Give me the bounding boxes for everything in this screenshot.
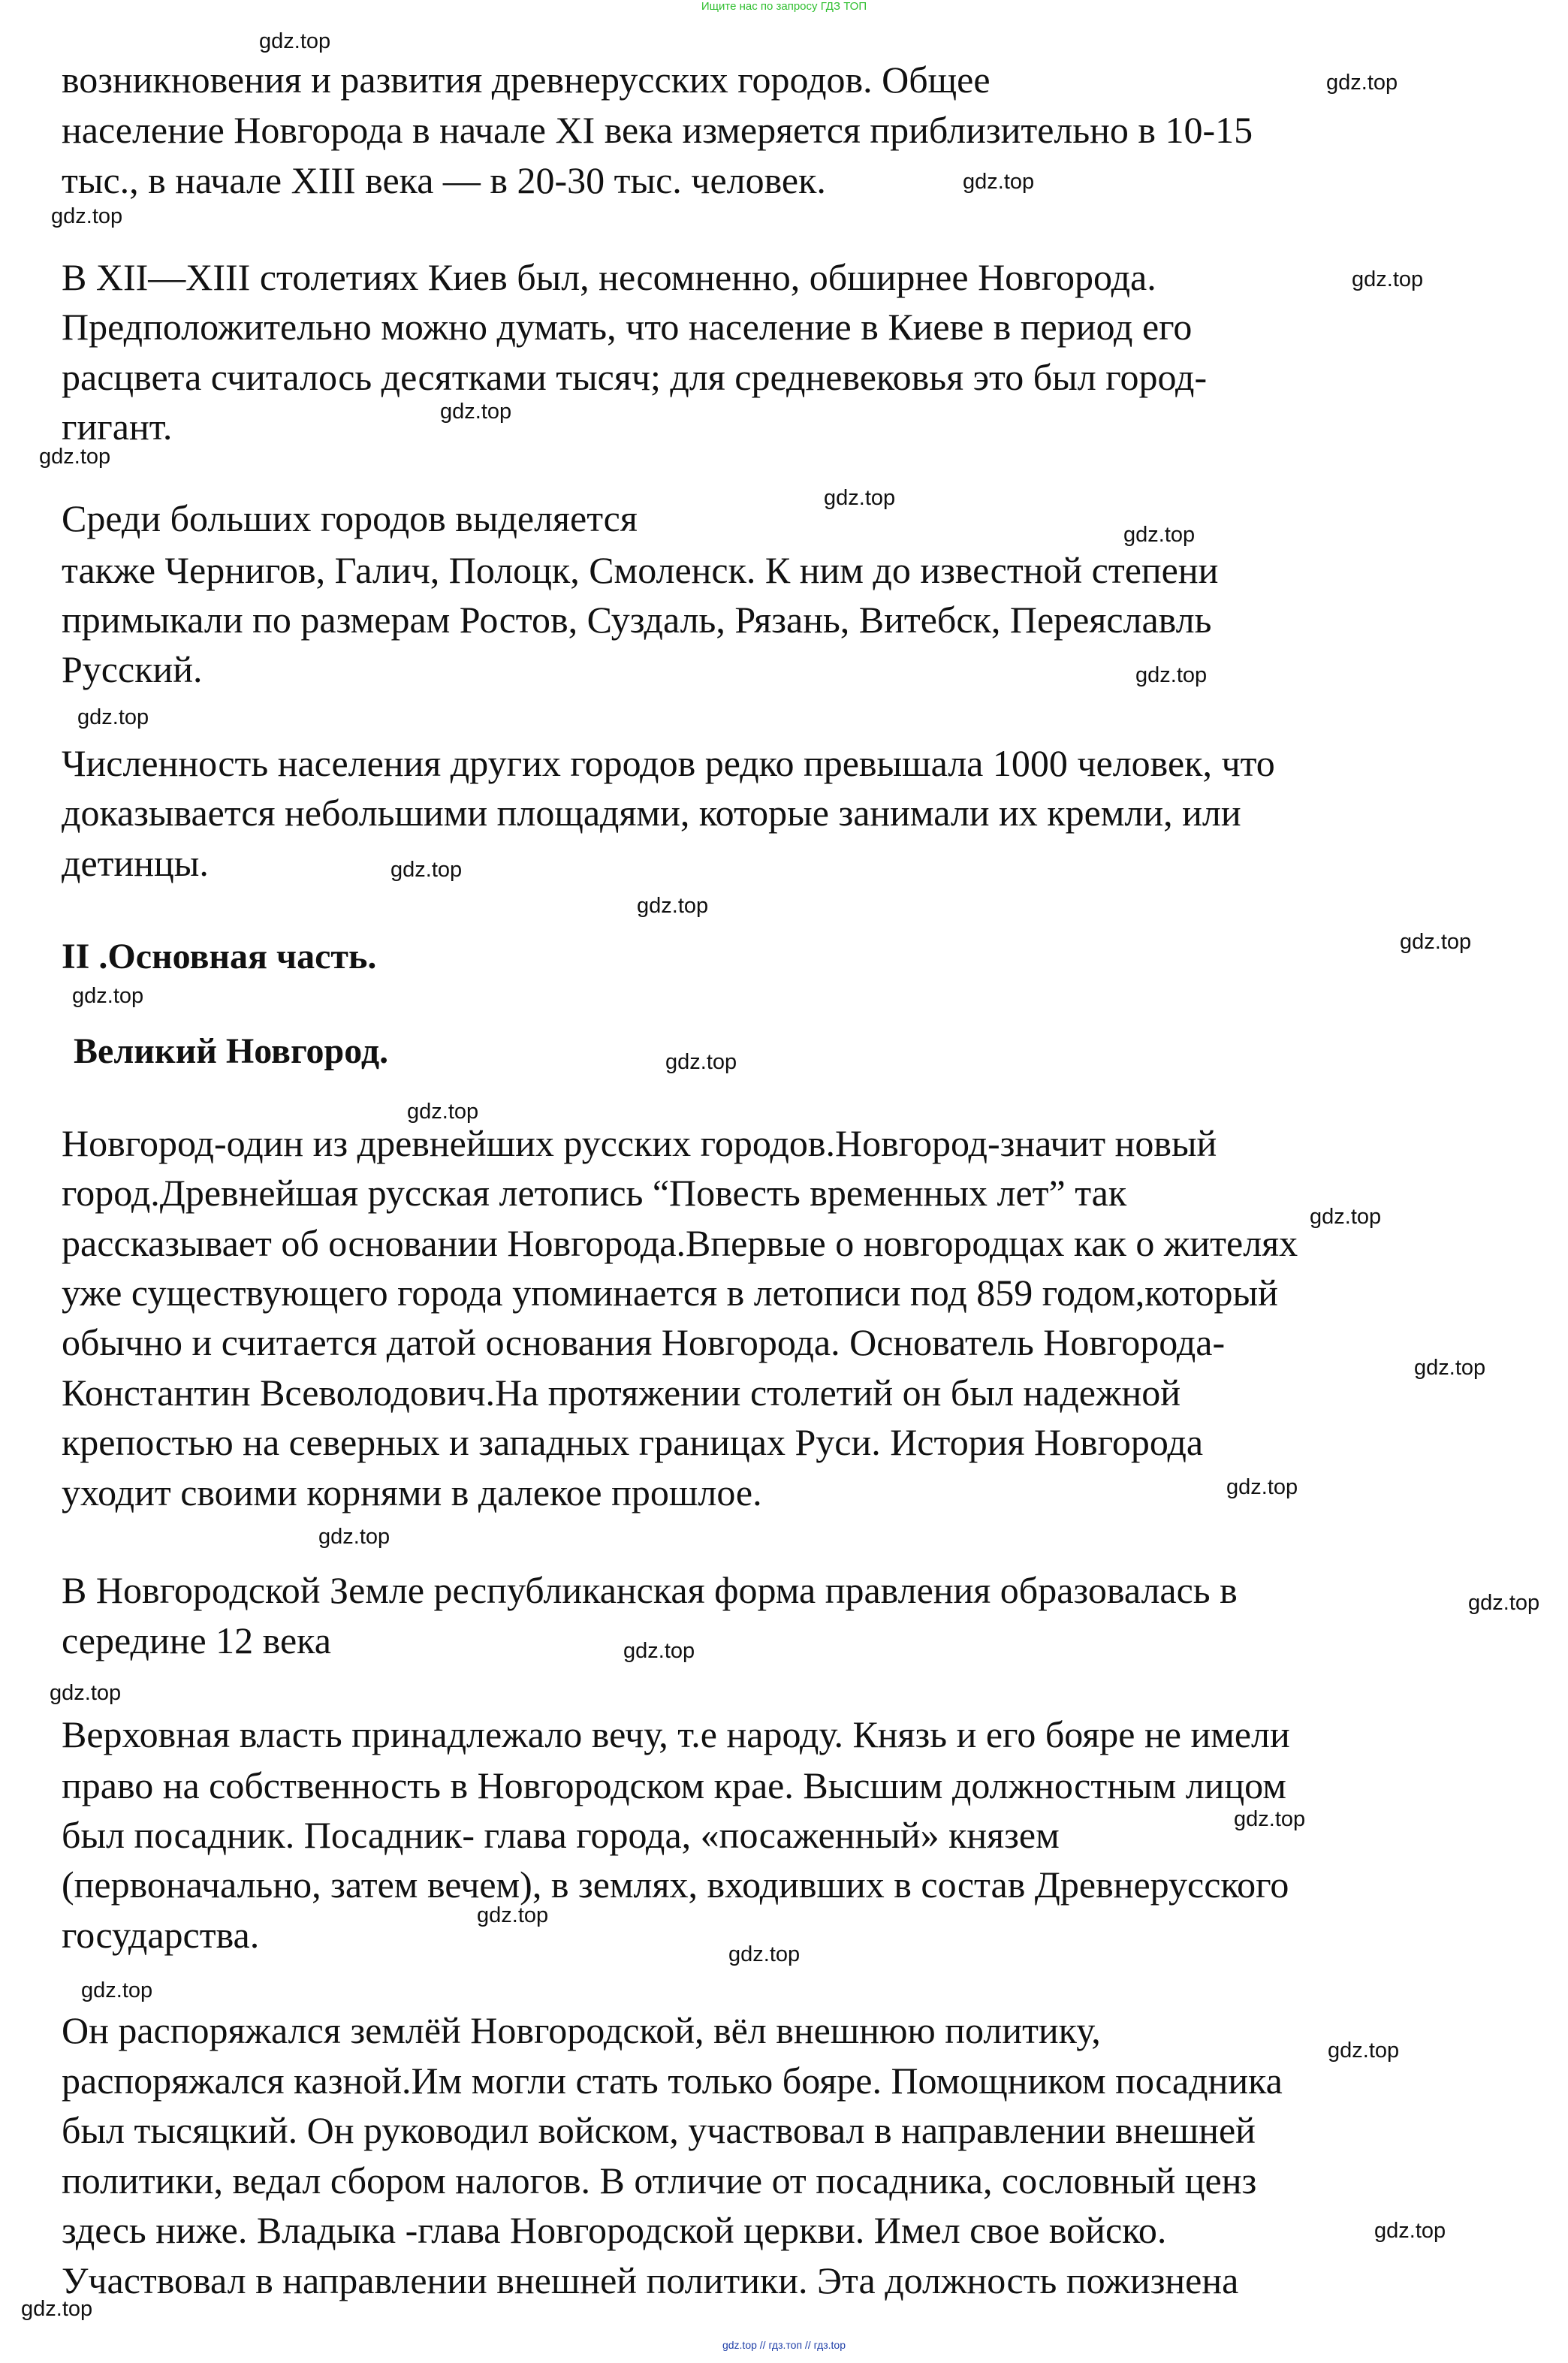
watermark: gdz.top — [623, 1639, 695, 1663]
watermark: gdz.top — [824, 486, 896, 510]
watermark: gdz.top — [1414, 1356, 1486, 1380]
text-line: Участвовал в направлении внешней политики. Эта должность пожизнена — [62, 2259, 1239, 2301]
watermark: gdz.top — [1310, 1205, 1382, 1229]
text-line: тыс., в начале XIII века — в 20-30 тыс. человек. — [62, 159, 826, 201]
text-line: расцвета считалось десятками тысяч; для средневековья это был город- — [62, 356, 1208, 398]
text-line: также Чернигов, Галич, Полоцк, Смоленск. К ним до известной степени — [62, 549, 1219, 591]
watermark: gdz.top — [21, 2297, 93, 2321]
text-line: город.Древнейшая русская летопись “Повесть временных лет” так — [62, 1172, 1127, 1214]
watermark: gdz.top — [1226, 1475, 1298, 1499]
text-line: возникновения и развития древнерусских городов. Общее — [62, 59, 991, 101]
text-line: Численность населения других городов редко превышала 1000 человек, что — [62, 742, 1275, 784]
text-line: распоряжался казной.Им могли стать только бояре. Помощником посадника — [62, 2060, 1283, 2102]
watermark: gdz.top — [637, 894, 709, 918]
watermark: gdz.top — [81, 1978, 153, 2002]
watermark: gdz.top — [407, 1100, 479, 1124]
watermark: gdz.top — [728, 1942, 801, 1966]
text-line: Верховная власть принадлежало вечу, т.е народу. Князь и его бояре не имели — [62, 1713, 1290, 1755]
watermark: gdz.top — [963, 170, 1035, 194]
text-line: население Новгорода в начале XI века измеряется приблизительно в 10-15 — [62, 109, 1253, 151]
watermark: gdz.top — [1328, 2039, 1400, 2063]
section-heading: II .Основная часть. — [62, 937, 377, 976]
text-line: Предположительно можно думать, что население в Киеве в период его — [62, 306, 1193, 348]
footer-links: gdz.top // гдз.топ // гдз.top — [722, 2339, 846, 2351]
text-line: гигант. — [62, 406, 173, 448]
watermark: gdz.top — [77, 705, 149, 729]
watermark: gdz.top — [1374, 2219, 1446, 2243]
text-line: Среди больших городов выделяется — [62, 497, 638, 539]
watermark: gdz.top — [50, 1681, 122, 1705]
text-line: рассказывает об основании Новгорода.Впервые о новгородцах как о жителях — [62, 1222, 1298, 1264]
text-line: здесь ниже. Владыка -глава Новгородской церкви. Имел свое войско. — [62, 2209, 1167, 2251]
text-line: крепостью на северных и западных границах Руси. История Новгорода — [62, 1421, 1204, 1463]
text-line: был посадник. Посадник- глава города, «посаженный» князем — [62, 1814, 1060, 1856]
subsection-heading: Великий Новгород. — [74, 1031, 389, 1071]
watermark: gdz.top — [440, 400, 512, 424]
watermark: gdz.top — [318, 1525, 390, 1549]
watermark: gdz.top — [477, 1903, 549, 1927]
watermark: gdz.top — [665, 1050, 737, 1074]
text-line: Он распоряжался землёй Новгородской, вёл внешнюю политику, — [62, 2009, 1101, 2051]
text-line: доказывается небольшими площадями, которые занимали их кремли, или — [62, 792, 1241, 834]
text-line: политики, ведал сбором налогов. В отличие от посадника, сословный ценз — [62, 2159, 1257, 2202]
watermark: gdz.top — [1326, 71, 1398, 95]
text-line: (первоначально, затем вечем), в землях, входивших в состав Древнерусского — [62, 1864, 1289, 1906]
text-line: государства. — [62, 1914, 260, 1956]
text-line: Русский. — [62, 648, 203, 690]
top-banner: Ищите нас по запросу ГДЗ ТОП — [701, 0, 867, 13]
watermark: gdz.top — [1352, 267, 1424, 291]
text-line: Новгород-один из древнейших русских городов.Новгород-значит новый — [62, 1122, 1217, 1164]
text-line: детинцы. — [62, 842, 209, 884]
watermark: gdz.top — [39, 445, 111, 469]
text-line: середине 12 века — [62, 1619, 331, 1661]
watermark: gdz.top — [259, 29, 331, 53]
watermark: gdz.top — [51, 204, 123, 228]
text-line: был тысяцкий. Он руководил войском, участвовал в направлении внешней — [62, 2109, 1256, 2151]
watermark: gdz.top — [1123, 523, 1196, 547]
text-line: Константин Всеволодович.На протяжении столетий он был надежной — [62, 1372, 1181, 1414]
watermark: gdz.top — [1468, 1591, 1540, 1615]
watermark: gdz.top — [72, 984, 144, 1008]
text-line: В XII—XIII столетиях Киев был, несомненно, обширнее Новгорода. — [62, 256, 1156, 298]
watermark: gdz.top — [1234, 1807, 1306, 1831]
watermark: gdz.top — [1400, 930, 1472, 954]
watermark: gdz.top — [1135, 663, 1208, 687]
text-line: обычно и считается датой основания Новгорода. Основатель Новгорода- — [62, 1321, 1226, 1363]
watermark: gdz.top — [390, 858, 463, 882]
text-line: В Новгородской Земле республиканская форма правления образовалась в — [62, 1569, 1238, 1611]
text-line: уходит своими корнями в далекое прошлое. — [62, 1471, 762, 1513]
text-line: уже существующего города упоминается в летописи под 859 годом,который — [62, 1272, 1278, 1314]
text-line: право на собственность в Новгородском крае. Высшим должностным лицом — [62, 1764, 1286, 1806]
text-line: примыкали по размерам Ростов, Суздаль, Рязань, Витебск, Переяславль — [62, 599, 1212, 641]
